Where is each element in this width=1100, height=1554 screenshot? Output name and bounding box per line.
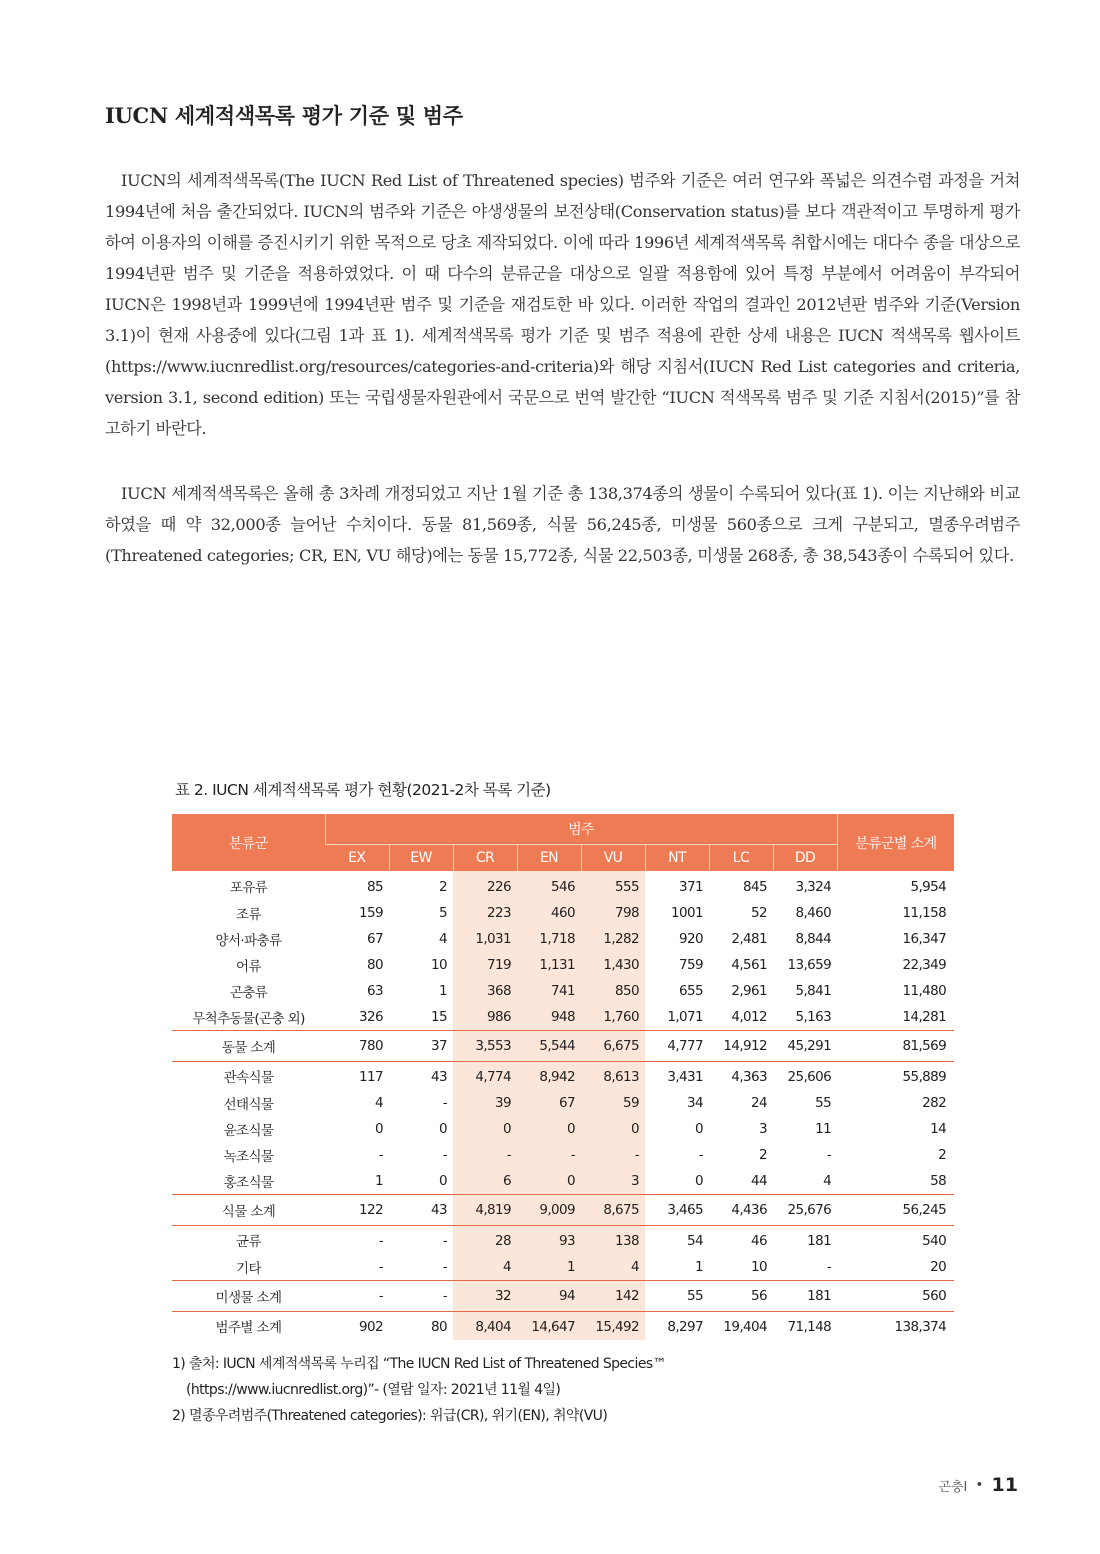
page-footer <box>938 1474 1018 1496</box>
cell-ew: - <box>389 1281 453 1312</box>
cell-ew: 15 <box>431 1009 447 1025</box>
body-paragraph-2: IUCN 세계적색목록은 올해 총 3차례 개정되었고 지난 1월 기준 총 138,374종의 생물이 수록되어 있다(표 1). 이는 지난해와 비교하였을 때 약 32,000종 늘어난 수치이다. 동물 81,569종, 식물 56,245종, 미생물 560종으로 크게 구분되고, 멸종우려범주(Threatened categories; CR, EN, VU 해당)에는 동물 15,772종, 식물 22,503종, 미생물 268종, 총 38,543종이 수록되어 있다. <box>105 484 1020 565</box>
cell-group-total: 560 <box>837 1281 954 1312</box>
cell-nt: 1 <box>695 1259 703 1275</box>
cell-en: 1,131 <box>517 952 581 978</box>
cell-nt: 1,071 <box>667 1009 703 1025</box>
cell-cr: 4,819 <box>453 1195 517 1226</box>
footer-bullet: • <box>975 1477 984 1493</box>
footer-section-label: 곤충Ⅰ <box>938 1479 968 1495</box>
cell-nt: 655 <box>679 983 703 999</box>
cell-dd: 4 <box>823 1173 832 1189</box>
cell-lc: 2,481 <box>731 931 767 947</box>
cell-ex: 0 <box>375 1121 383 1137</box>
cell-dd: 25,676 <box>773 1195 837 1226</box>
cell-vu: 798 <box>581 900 645 926</box>
cell-en: 5,544 <box>517 1031 581 1062</box>
table-row <box>172 1254 954 1281</box>
cell-dd: 5,841 <box>795 983 832 999</box>
column-header: CR <box>453 845 517 872</box>
cell-vu: 1,760 <box>581 1004 645 1031</box>
cell-nt: 0 <box>695 1121 703 1137</box>
cell-cr: 6 <box>453 1168 517 1195</box>
column-header: NT <box>645 845 709 872</box>
cell-nt: 1001 <box>671 905 703 921</box>
cell-cr: 32 <box>453 1281 517 1312</box>
cell-group-total: 81,569 <box>837 1031 954 1062</box>
cell-ew: 10 <box>431 957 447 973</box>
cell-cr: 1,031 <box>453 926 517 952</box>
cell-group-total: 20 <box>930 1259 947 1275</box>
cell-vu: 8,613 <box>581 1062 645 1091</box>
cell-ex: - <box>378 1233 383 1249</box>
cell-vu: 555 <box>581 871 645 900</box>
taxon-name: 어류 <box>236 959 261 975</box>
cell-dd: - <box>826 1259 832 1275</box>
body-paragraph-1: IUCN의 세계적색목록(The IUCN Red List of Threatened species) 범주와 기준은 여러 연구와 폭넓은 의견수렴 과정을 거쳐 1994년에 처음 출간되었다. IUCN의 범주와 기준은 야생생물의 보전상태(Conservation status)를 보다 객관적이고 투명하게 평가하여 이용자의 이해를 증진시키기 위한 목적으로 당초 제작되었다. 이에 따라 1996년 세계적색목록 취합시에는 대다수 종을 대상으로 1994년판 범주 및 기준을 적용하였었다. 이 때 다수의 분류군을 대상으로 일괄 적용함에 있어 특정 부분에서 어려움이 부각되어 IUCN은 1998년과 1999년에 1994년판 범주 및 기준을 재검토한 바 있다. 이러한 작업의 결과인 2012년판 범주와 기준(Version 3.1)이 현재 사용중에 있다(그림 1과 표 1). 세계적색목록 평가 기준 및 범주 적용에 관한 상세 내용은 IUCN 적색목록 웹사이트(https://www.iucnredlist.org/resources/categories-and-criteria)와 해당 지침서(IUCN Red List categories and criteria, version 3.1, second edition) 또는 국립생물자원관에서 국문으로 번역 발간한 “IUCN 적색목록 범주 및 기준 지침서(2015)”를 참고하기 바란다. <box>105 171 1021 438</box>
cell-vu: 15,492 <box>581 1312 645 1341</box>
cell-dd: 55 <box>815 1095 832 1111</box>
cell-cr: 39 <box>453 1090 517 1116</box>
taxon-name: 무척추동물(곤충 외) <box>192 1011 305 1027</box>
cell-vu: 1,430 <box>581 952 645 978</box>
cell-cr: 986 <box>453 1004 517 1031</box>
cell-group-total: 5,954 <box>910 879 947 895</box>
taxon-name: 양서·파충류 <box>215 933 282 949</box>
cell-ex: 1 <box>375 1173 383 1189</box>
cell-vu: - <box>581 1142 645 1168</box>
iucn-status-table <box>172 814 954 1340</box>
cell-cr: 223 <box>453 900 517 926</box>
cell-lc: 3 <box>759 1121 767 1137</box>
cell-lc: 4,436 <box>709 1195 773 1226</box>
cell-ew: 0 <box>439 1173 447 1189</box>
cell-ew: 37 <box>389 1031 453 1062</box>
cell-ew: 0 <box>439 1121 447 1137</box>
table-row <box>172 1281 954 1312</box>
header-category: 범주 <box>325 814 837 845</box>
table-note-source-url: (https://www.iucnredlist.org)”- (열람 일자: 2021년 11월 4일) <box>186 1382 561 1398</box>
cell-en: 1,718 <box>517 926 581 952</box>
cell-nt: 55 <box>645 1281 709 1312</box>
table-row <box>172 952 954 978</box>
table-row <box>172 900 954 926</box>
taxon-name: 윤조식물 <box>223 1123 274 1139</box>
cell-ex: 4 <box>375 1095 383 1111</box>
column-header: DD <box>773 845 837 872</box>
cell-ex: - <box>325 1281 389 1312</box>
taxon-name: 균류 <box>236 1234 261 1250</box>
cell-dd: 11 <box>815 1121 832 1137</box>
cell-vu: 4 <box>581 1254 645 1281</box>
cell-dd: 25,606 <box>787 1069 832 1085</box>
cell-ex: 63 <box>367 983 383 999</box>
data-table <box>172 814 954 1340</box>
column-header: LC <box>709 845 773 872</box>
cell-en: 9,009 <box>517 1195 581 1226</box>
cell-vu: 0 <box>581 1116 645 1142</box>
header-taxon-group: 분류군 <box>172 814 325 871</box>
taxon-name: 동물 소계 <box>172 1031 325 1062</box>
cell-vu: 59 <box>581 1090 645 1116</box>
cell-cr: 719 <box>453 952 517 978</box>
cell-nt: 3,431 <box>667 1069 703 1085</box>
cell-en: 8,942 <box>517 1062 581 1091</box>
cell-lc: 845 <box>743 879 767 895</box>
cell-dd: 8,844 <box>795 931 832 947</box>
taxon-name: 식물 소계 <box>172 1195 325 1226</box>
cell-group-total: 2 <box>938 1147 947 1163</box>
cell-nt: 920 <box>679 931 703 947</box>
table-body <box>172 871 954 1340</box>
cell-vu: 6,675 <box>581 1031 645 1062</box>
taxon-name: 조류 <box>236 907 261 923</box>
cell-ex: - <box>378 1147 383 1163</box>
cell-ex: 122 <box>325 1195 389 1226</box>
page-number: 11 <box>991 1474 1018 1496</box>
cell-ex: 117 <box>359 1069 383 1085</box>
cell-nt: - <box>698 1147 703 1163</box>
cell-vu: 3 <box>581 1168 645 1195</box>
cell-group-total: 540 <box>922 1233 947 1249</box>
cell-vu: 138 <box>581 1226 645 1255</box>
cell-ex: 85 <box>367 879 383 895</box>
cell-group-total: 14,281 <box>902 1009 947 1025</box>
table-row <box>172 1031 954 1062</box>
table-row <box>172 1195 954 1226</box>
cell-cr: 0 <box>453 1116 517 1142</box>
cell-group-total: 138,374 <box>894 1319 947 1335</box>
cell-lc: 2,961 <box>731 983 767 999</box>
table-row <box>172 978 954 1004</box>
cell-dd: 71,148 <box>787 1319 832 1335</box>
cell-en: 0 <box>517 1168 581 1195</box>
cell-lc: 2 <box>759 1147 767 1163</box>
table-note-source: 1) 출처: IUCN 세계적색목록 누리집 “The IUCN Red List of Threatened Species™ <box>172 1356 666 1372</box>
cell-nt: 0 <box>695 1173 703 1189</box>
cell-en: 67 <box>517 1090 581 1116</box>
cell-en: 460 <box>517 900 581 926</box>
cell-nt: 34 <box>687 1095 703 1111</box>
cell-ew: 1 <box>439 983 447 999</box>
cell-vu: 142 <box>581 1281 645 1312</box>
cell-ew: 43 <box>389 1195 453 1226</box>
cell-vu: 850 <box>581 978 645 1004</box>
cell-cr: 226 <box>453 871 517 900</box>
table-row <box>172 1090 954 1116</box>
taxon-name: 미생물 소계 <box>172 1281 325 1312</box>
table-row <box>172 1226 954 1255</box>
cell-ex: - <box>378 1259 383 1275</box>
cell-group-total: 22,349 <box>902 957 947 973</box>
cell-cr: 368 <box>453 978 517 1004</box>
table-row <box>172 871 954 900</box>
cell-en: 0 <box>517 1116 581 1142</box>
cell-group-total: 11,480 <box>902 983 947 999</box>
taxon-name: 선태식물 <box>223 1097 274 1113</box>
cell-lc: 24 <box>751 1095 767 1111</box>
cell-nt: 3,465 <box>645 1195 709 1226</box>
taxon-name: 곤충류 <box>229 985 268 1001</box>
table-row <box>172 1004 954 1031</box>
cell-dd: 13,659 <box>787 957 832 973</box>
cell-nt: 8,297 <box>667 1319 703 1335</box>
cell-ex: 326 <box>359 1009 383 1025</box>
cell-lc: 56 <box>709 1281 773 1312</box>
cell-dd: 181 <box>773 1281 837 1312</box>
taxon-name: 기타 <box>236 1261 261 1277</box>
taxon-name: 범주별 소계 <box>215 1320 282 1336</box>
cell-ew: 80 <box>431 1319 447 1335</box>
cell-group-total: 56,245 <box>837 1195 954 1226</box>
cell-en: 546 <box>517 871 581 900</box>
cell-vu: 1,282 <box>581 926 645 952</box>
cell-group-total: 14 <box>930 1121 947 1137</box>
cell-nt: 4,777 <box>645 1031 709 1062</box>
table-row <box>172 1062 954 1091</box>
cell-group-total: 55,889 <box>902 1069 947 1085</box>
cell-lc: 4,561 <box>731 957 767 973</box>
cell-ew: - <box>442 1095 447 1111</box>
cell-group-total: 282 <box>922 1095 947 1111</box>
cell-vu: 8,675 <box>581 1195 645 1226</box>
cell-en: 948 <box>517 1004 581 1031</box>
cell-dd: 3,324 <box>795 879 832 895</box>
cell-ew: 5 <box>439 905 447 921</box>
cell-ew: 43 <box>431 1069 447 1085</box>
cell-ew: 2 <box>439 879 447 895</box>
column-header: EW <box>389 845 453 872</box>
taxon-name: 관속식물 <box>223 1070 274 1086</box>
cell-dd: 8,460 <box>795 905 832 921</box>
column-header: EX <box>325 845 389 872</box>
cell-ew: - <box>442 1259 447 1275</box>
cell-lc: 4,012 <box>731 1009 767 1025</box>
cell-lc: 19,404 <box>723 1319 767 1335</box>
cell-ew: - <box>442 1233 447 1249</box>
cell-lc: 14,912 <box>709 1031 773 1062</box>
cell-en: - <box>517 1142 581 1168</box>
cell-group-total: 11,158 <box>902 905 947 921</box>
cell-group-total: 16,347 <box>902 931 947 947</box>
table-caption: 표 2. IUCN 세계적색목록 평가 현황(2021-2차 목록 기준) <box>175 781 551 799</box>
cell-dd: 5,163 <box>795 1009 832 1025</box>
cell-ex: 159 <box>359 905 383 921</box>
table-row <box>172 926 954 952</box>
cell-dd: 45,291 <box>773 1031 837 1062</box>
cell-ex: 902 <box>359 1319 383 1335</box>
cell-group-total: 58 <box>930 1173 947 1189</box>
cell-lc: 46 <box>751 1233 767 1249</box>
cell-en: 94 <box>517 1281 581 1312</box>
table-note-threatened: 2) 멸종우려범주(Threatened categories): 위급(CR), 위기(EN), 취약(VU) <box>172 1408 608 1424</box>
cell-en: 741 <box>517 978 581 1004</box>
taxon-name: 녹조식물 <box>223 1149 274 1165</box>
cell-lc: 52 <box>751 905 767 921</box>
cell-ex: 780 <box>325 1031 389 1062</box>
taxon-name: 포유류 <box>229 879 268 896</box>
cell-ex: 80 <box>367 957 383 973</box>
cell-dd: - <box>826 1147 832 1163</box>
cell-lc: 4,363 <box>731 1069 767 1085</box>
table-row <box>172 1168 954 1195</box>
cell-cr: - <box>453 1142 517 1168</box>
table-row <box>172 1312 954 1341</box>
cell-cr: 4,774 <box>453 1062 517 1091</box>
cell-en: 14,647 <box>517 1312 581 1341</box>
cell-ex: 67 <box>367 931 383 947</box>
column-header: EN <box>517 845 581 872</box>
cell-cr: 8,404 <box>453 1312 517 1341</box>
taxon-name: 홍조식물 <box>223 1175 274 1191</box>
cell-cr: 3,553 <box>453 1031 517 1062</box>
cell-nt: 759 <box>679 957 703 973</box>
cell-cr: 28 <box>453 1226 517 1255</box>
section-title: IUCN 세계적색목록 평가 기준 및 범주 <box>105 103 463 128</box>
cell-nt: 54 <box>687 1233 703 1249</box>
header-group-total: 분류군별 소계 <box>837 814 954 871</box>
column-header: VU <box>581 845 645 872</box>
table-row <box>172 1116 954 1142</box>
table-row <box>172 1142 954 1168</box>
cell-lc: 10 <box>751 1259 767 1275</box>
cell-ew: 4 <box>439 931 447 947</box>
cell-dd: 181 <box>807 1233 832 1249</box>
cell-lc: 44 <box>751 1173 767 1189</box>
cell-en: 1 <box>517 1254 581 1281</box>
cell-cr: 4 <box>453 1254 517 1281</box>
cell-ew: - <box>442 1147 447 1163</box>
cell-en: 93 <box>517 1226 581 1255</box>
cell-nt: 371 <box>679 879 703 895</box>
